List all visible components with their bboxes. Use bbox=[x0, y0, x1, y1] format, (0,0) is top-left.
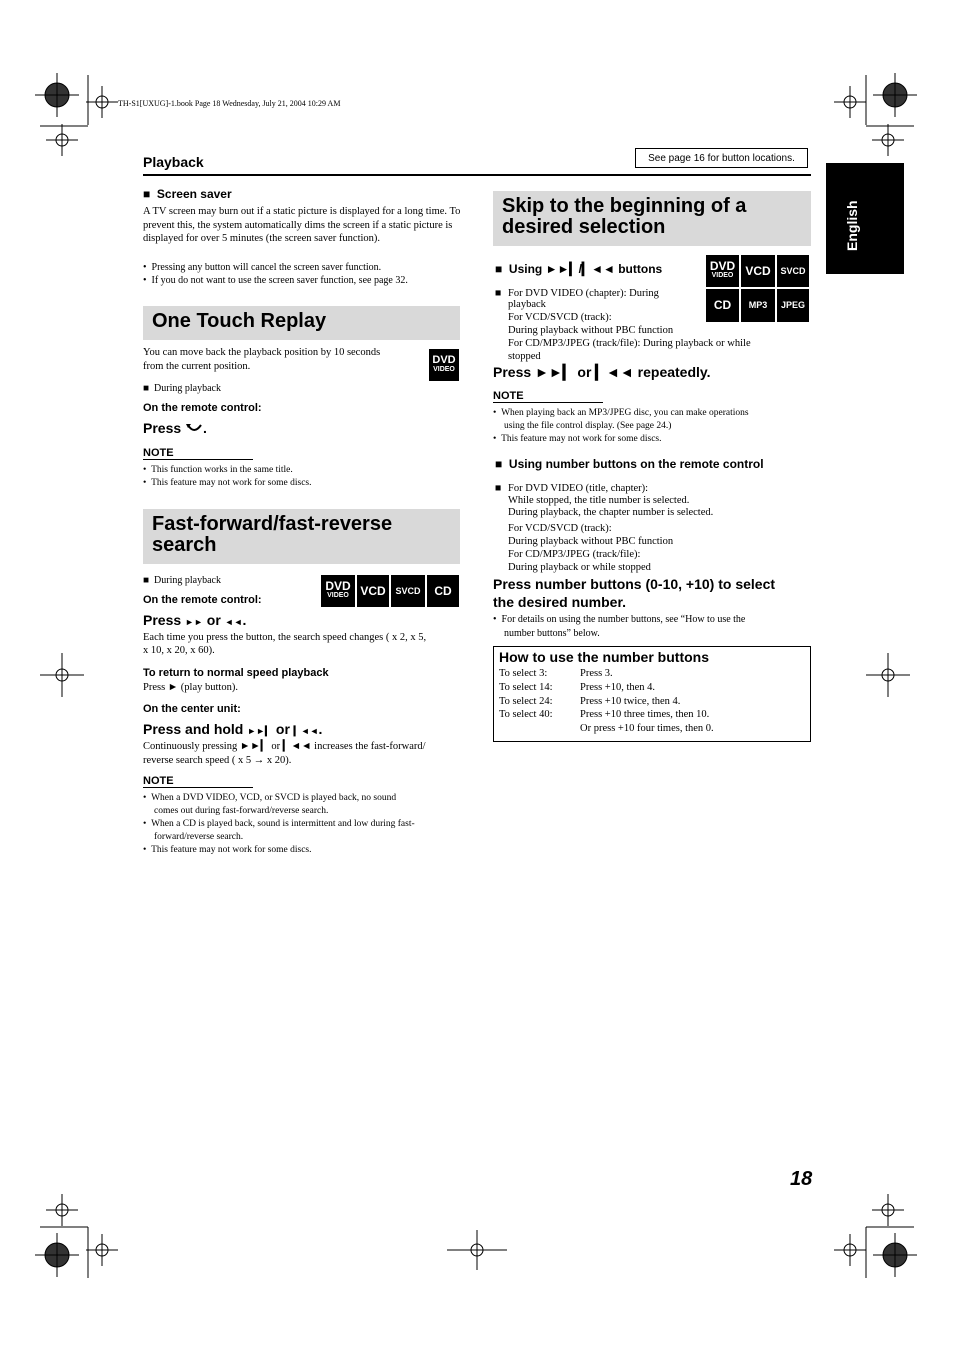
cd-badge: CD bbox=[706, 289, 739, 322]
screen-saver-text: A TV screen may burn out if a static picture is displayed for a long time. To prevent this, the system automatically dims the screen if a static picture is displayed for over 5 minutes (the screen saver function). bbox=[143, 206, 461, 244]
note-text: This feature may not work for some discs. bbox=[151, 478, 312, 488]
skip-using-heading-text: Using ►►▎/▎◄◄ buttons bbox=[508, 262, 663, 276]
square-bullet-icon: ■ bbox=[495, 262, 503, 276]
see-page-note: See page 16 for button locations. bbox=[635, 148, 808, 168]
screen-saver-bullet-2: • If you do not want to use the screen saver function, see page 32. bbox=[143, 275, 408, 286]
press-text: Press bbox=[143, 612, 182, 628]
ff-each-time-1: Each time you press the button, the search speed changes ( x 2, x 5, bbox=[143, 632, 427, 643]
language-tab-label: English bbox=[844, 200, 860, 251]
dvd-video-badge bbox=[706, 255, 739, 287]
skip-note-1b: using the file control display. (See page 24.) bbox=[504, 421, 672, 431]
skip-title-line-1: Skip to the beginning of a bbox=[502, 195, 747, 217]
details-line-1: • For details on using the number buttons, see “How to use the bbox=[493, 614, 746, 625]
ff-note-1: • When a DVD VIDEO, VCD, or SVCD is played back, no sound bbox=[143, 793, 397, 803]
ff-cont-2: reverse search speed ( x 5 → x 20). bbox=[143, 755, 292, 766]
badge-video: VIDEO bbox=[711, 272, 734, 279]
howto-row-4-left: To select 40: bbox=[499, 709, 553, 720]
dvd-video-badge bbox=[321, 575, 355, 607]
ff-cont-1: Continuously pressing ►►▎ or ▎◄◄ increases the fast-forward/ bbox=[143, 741, 426, 752]
one-touch-remote-label: On the remote control: bbox=[143, 402, 262, 414]
number-line-1: For DVD VIDEO (title, chapter): bbox=[508, 483, 649, 494]
ff-return-label: To return to normal speed playback bbox=[143, 667, 329, 679]
skip-note-label: NOTE bbox=[493, 390, 603, 403]
skip-line-4: During playback without PBC function bbox=[508, 325, 674, 336]
one-touch-condition: ■ During playback bbox=[143, 383, 221, 394]
vcd-badge: VCD bbox=[357, 575, 389, 607]
skip-line-3: For VCD/SVCD (track): bbox=[508, 312, 612, 323]
vcd-badge: VCD bbox=[741, 255, 775, 287]
badge-video: VIDEO bbox=[433, 366, 455, 373]
note-text: This feature may not work for some discs. bbox=[151, 845, 312, 855]
skip-line-5: For CD/MP3/JPEG (track/file): During playback or while bbox=[508, 338, 751, 349]
badge-dvd: DVD bbox=[432, 354, 456, 366]
howto-row-2-right: Press +10, then 4. bbox=[580, 682, 656, 693]
header-rule bbox=[143, 174, 811, 176]
ff-note-label: NOTE bbox=[143, 775, 253, 788]
number-square: ■ bbox=[495, 483, 502, 494]
skip-line-6: stopped bbox=[508, 351, 541, 362]
skip-using-heading bbox=[495, 262, 662, 276]
cd-badge: CD bbox=[427, 575, 459, 607]
or-text: or bbox=[206, 612, 221, 628]
section-title: Playback bbox=[143, 154, 204, 170]
ff-note-3: • This feature may not work for some discs. bbox=[143, 845, 312, 855]
page-number: 18 bbox=[790, 1168, 813, 1190]
number-line-5: During playback without PBC function bbox=[508, 536, 674, 547]
one-touch-replay-title-box bbox=[143, 306, 460, 340]
number-line-2: While stopped, the title number is selected. bbox=[508, 495, 690, 506]
press-number-line-2: the desired number. bbox=[493, 594, 627, 610]
details-line-2: number buttons” below. bbox=[504, 628, 600, 639]
replay-icon bbox=[185, 423, 203, 435]
one-touch-note-1: • This function works in the same title. bbox=[143, 465, 293, 475]
ff-each-time-2: x 10, x 20, x 60). bbox=[143, 645, 215, 656]
press-number-line-1: Press number buttons (0-10, +10) to select bbox=[493, 576, 776, 592]
one-touch-note-2: • This feature may not work for some discs. bbox=[143, 478, 312, 488]
screen-saver-bullet-1: • Pressing any button will cancel the screen saver function. bbox=[143, 262, 382, 273]
ff-condition: ■ During playback bbox=[143, 575, 221, 586]
ff-remote-label: On the remote control: bbox=[143, 594, 262, 606]
note-text: This function works in the same title. bbox=[151, 465, 293, 475]
skip-note-1: • When playing back an MP3/JPEG disc, you can make operations bbox=[493, 408, 749, 418]
note-text: This feature may not work for some discs. bbox=[501, 434, 662, 444]
skip-note-2: • This feature may not work for some discs. bbox=[493, 434, 662, 444]
dvd-video-badge bbox=[429, 349, 459, 381]
next-icon: ►►▎ bbox=[247, 726, 272, 736]
or-text: or bbox=[275, 721, 290, 737]
badge-dvd: DVD bbox=[325, 579, 351, 593]
howto-row-1-left: To select 3: bbox=[499, 668, 548, 679]
number-line-3: During playback, the chapter number is selected. bbox=[508, 507, 714, 518]
ff-note-1b: comes out during fast-forward/reverse search. bbox=[154, 806, 329, 816]
number-line-4: For VCD/SVCD (track): bbox=[508, 523, 612, 534]
bullet-text: If you do not want to use the screen saver function, see page 32. bbox=[151, 275, 408, 286]
ff-return-text: Press ► (play button). bbox=[143, 682, 238, 693]
one-touch-text-1: You can move back the playback position by 10 seconds bbox=[143, 347, 381, 358]
skip-line-1: For DVD VIDEO (chapter): During bbox=[508, 288, 659, 299]
ff-title-line-1: Fast-forward/fast-reverse bbox=[152, 513, 393, 535]
howto-row-4-right: Press +10 three times, then 10. bbox=[580, 709, 710, 720]
note-text: When a CD is played back, sound is intermittent and low during fast- bbox=[151, 819, 415, 829]
condition-text: During playback bbox=[154, 383, 221, 394]
number-heading bbox=[495, 457, 764, 471]
skip-title-box bbox=[493, 191, 811, 246]
ff-note-2: • When a CD is played back, sound is intermittent and low during fast- bbox=[143, 819, 415, 829]
condition-text: During playback bbox=[154, 575, 221, 586]
jpeg-badge: JPEG bbox=[777, 289, 809, 322]
svcd-badge: SVCD bbox=[777, 255, 809, 287]
note-text: When playing back an MP3/JPEG disc, you can make operations bbox=[501, 408, 749, 418]
file-info: TH-S1[UXUG]-1.book Page 18 Wednesday, July 21, 2004 10:29 AM bbox=[118, 99, 341, 108]
one-touch-press: Press . bbox=[143, 420, 207, 436]
ff-press: Press ►► or ◄◄. bbox=[143, 612, 247, 628]
press-hold-text: Press and hold bbox=[143, 721, 244, 737]
howto-row-3-right: Press +10 twice, then 4. bbox=[580, 696, 681, 707]
ff-title-box bbox=[143, 509, 460, 564]
details-text: For details on using the number buttons, see “How to use the bbox=[501, 614, 746, 625]
ff-title-line-2: search bbox=[152, 534, 217, 556]
mp3-badge: MP3 bbox=[741, 289, 775, 322]
screen-saver-heading bbox=[143, 187, 232, 201]
svcd-badge: SVCD bbox=[391, 575, 425, 607]
howto-row-2-left: To select 14: bbox=[499, 682, 553, 693]
number-heading-text: Using number buttons on the remote control bbox=[508, 457, 764, 471]
ff-press-hold: Press and hold ►►▎ or ▎◄◄. bbox=[143, 721, 323, 737]
press-text: Press bbox=[143, 420, 182, 436]
ff-note-2b: forward/reverse search. bbox=[154, 832, 244, 842]
howto-row-3-left: To select 24: bbox=[499, 696, 553, 707]
how-to-title: How to use the number buttons bbox=[499, 649, 709, 665]
fast-forward-icon: ►► bbox=[185, 617, 203, 627]
bullet-text: Pressing any button will cancel the screen saver function. bbox=[151, 262, 382, 273]
badge-dvd: DVD bbox=[709, 259, 736, 273]
screen-saver-heading-text: Screen saver bbox=[156, 187, 232, 201]
skip-press-line: Press ►►▎ or ▎◄◄ repeatedly. bbox=[493, 364, 711, 380]
note-text: When a DVD VIDEO, VCD, or SVCD is played back, no sound bbox=[151, 793, 397, 803]
language-tab bbox=[826, 163, 904, 274]
one-touch-text-2: from the current position. bbox=[143, 361, 251, 372]
skip-square-1: ■ bbox=[495, 288, 502, 299]
badge-video: VIDEO bbox=[327, 592, 349, 599]
one-touch-note-label: NOTE bbox=[143, 447, 253, 460]
howto-row-1-right: Press 3. bbox=[580, 668, 613, 679]
number-line-7: During playback or while stopped bbox=[508, 562, 651, 573]
fast-reverse-icon: ◄◄ bbox=[224, 617, 243, 627]
square-bullet-icon: ■ bbox=[143, 187, 151, 201]
number-line-6: For CD/MP3/JPEG (track/file): bbox=[508, 549, 641, 560]
howto-row-5-right: Or press +10 four times, then 0. bbox=[580, 723, 714, 734]
one-touch-replay-title: One Touch Replay bbox=[152, 310, 327, 332]
skip-line-2: playback bbox=[508, 299, 546, 310]
ff-center-label: On the center unit: bbox=[143, 703, 241, 715]
square-bullet-icon: ■ bbox=[495, 457, 503, 471]
previous-icon: ▎◄◄ bbox=[293, 726, 319, 736]
skip-title-line-2: desired selection bbox=[502, 216, 666, 238]
